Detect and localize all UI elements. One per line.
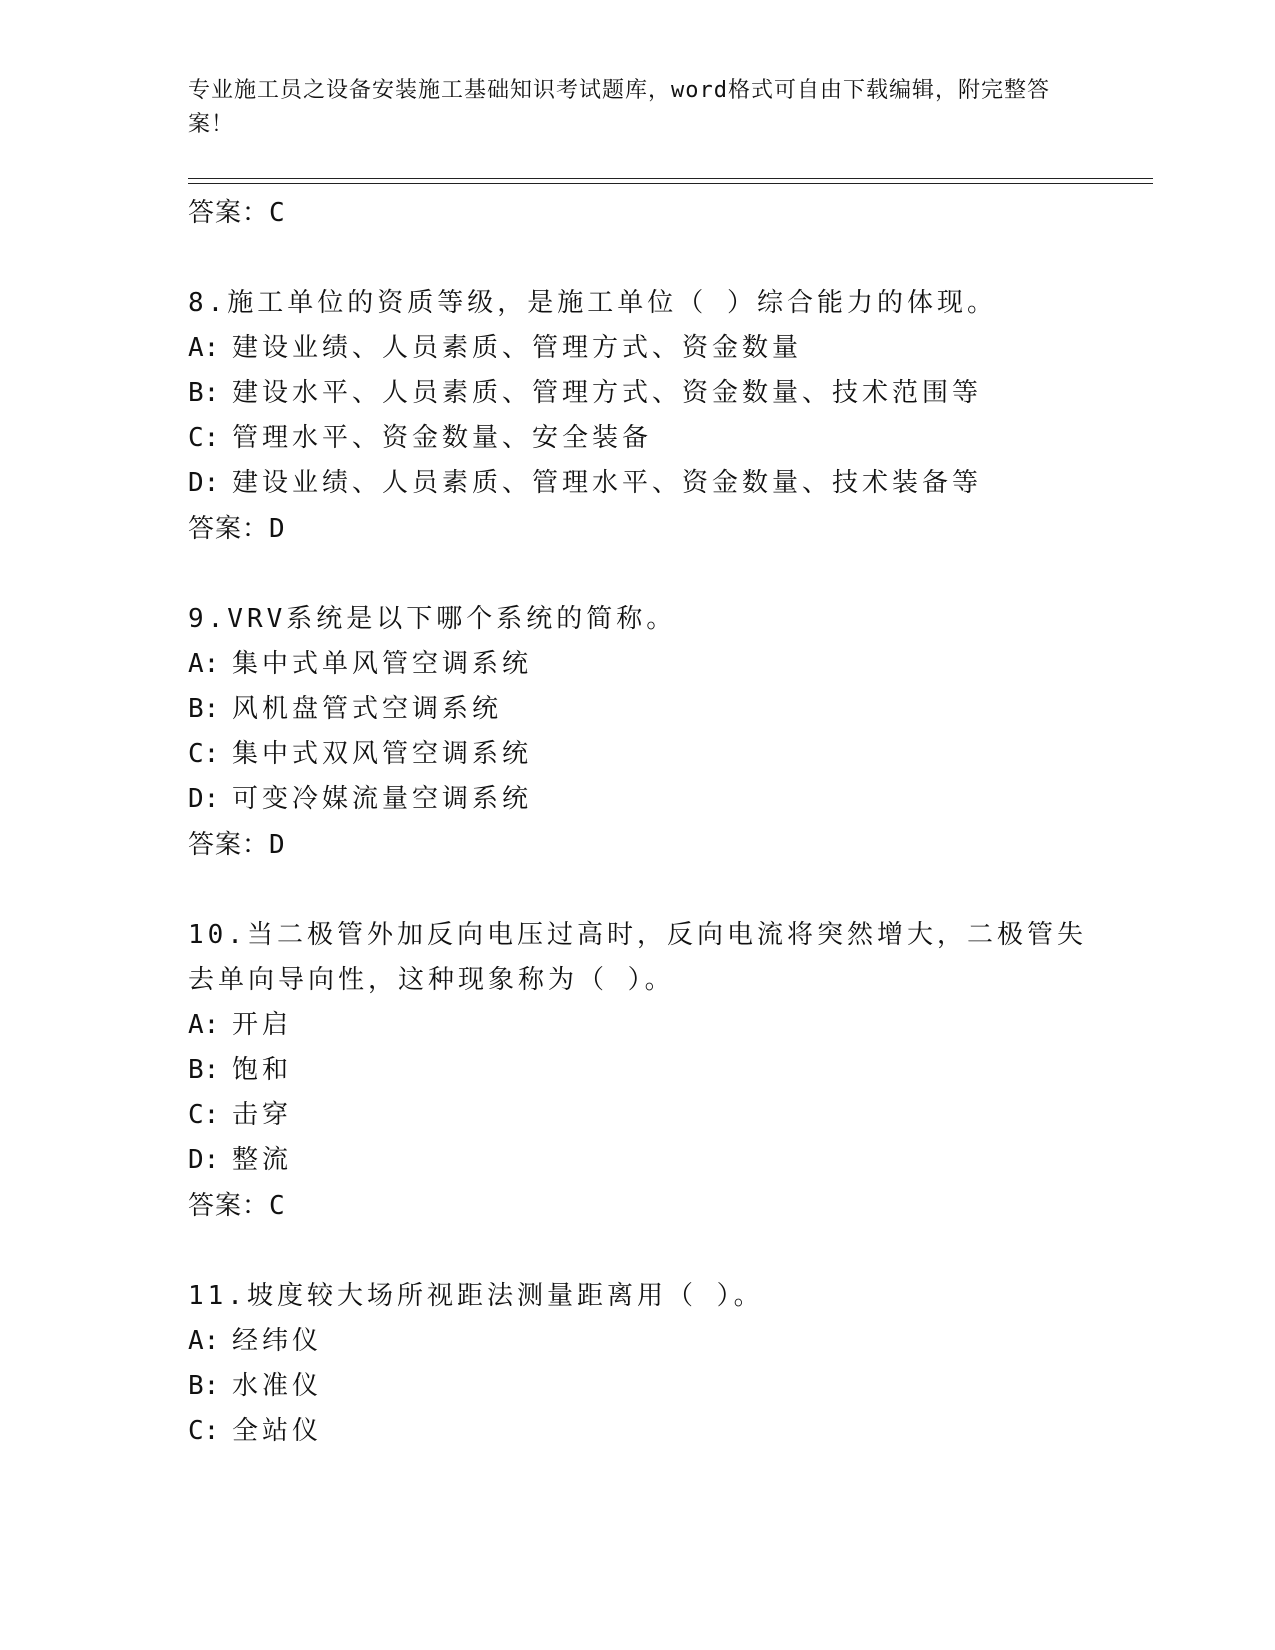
option-key: D: bbox=[188, 468, 220, 498]
answer-line: 答案：C bbox=[188, 1191, 286, 1221]
option-text: 建设业绩、人员素质、管理水平、资金数量、技术装备等 bbox=[232, 468, 983, 498]
document-header: 专业施工员之设备安装施工基础知识考试题库，word格式可自由下载编辑，附完整答案！ bbox=[188, 78, 1050, 137]
option-key: A: bbox=[188, 1010, 220, 1040]
question-block bbox=[188, 1274, 1088, 1454]
option-key: D: bbox=[188, 1145, 220, 1175]
answer-option bbox=[188, 642, 1088, 687]
option-text: 集中式双风管空调系统 bbox=[232, 739, 533, 769]
option-text: 集中式单风管空调系统 bbox=[232, 649, 533, 679]
header-divider-top bbox=[188, 178, 1153, 179]
option-key: A: bbox=[188, 649, 220, 679]
option-key: B: bbox=[188, 378, 220, 408]
answer-option bbox=[188, 1003, 1088, 1048]
option-key: B: bbox=[188, 1055, 220, 1085]
answer-option bbox=[188, 732, 1088, 777]
option-key: B: bbox=[188, 694, 220, 724]
option-text: 管理水平、资金数量、安全装备 bbox=[232, 423, 653, 453]
answer-option bbox=[188, 371, 1088, 416]
question-stem: 9.VRV系统是以下哪个系统的简称。 bbox=[188, 604, 677, 634]
option-key: C: bbox=[188, 739, 220, 769]
answer-option bbox=[188, 1319, 1088, 1364]
answer-option bbox=[188, 1364, 1088, 1409]
option-key: C: bbox=[188, 423, 220, 453]
option-text: 饱和 bbox=[232, 1055, 293, 1085]
option-key: A: bbox=[188, 333, 220, 363]
question-stem: 10.当二极管外加反向电压过高时，反向电流将突然增大，二极管失去单向导向性，这种现象称为（ ）。 bbox=[188, 920, 1087, 995]
option-text: 风机盘管式空调系统 bbox=[232, 694, 503, 724]
option-text: 开启 bbox=[232, 1010, 293, 1040]
option-text: 击穿 bbox=[232, 1100, 293, 1130]
answer-option bbox=[188, 416, 1088, 461]
answer-line: 答案：D bbox=[188, 514, 286, 544]
answer-line: 答案：C bbox=[188, 198, 286, 228]
option-key: A: bbox=[188, 1326, 220, 1356]
option-key: C: bbox=[188, 1416, 220, 1446]
option-text: 水准仪 bbox=[232, 1371, 323, 1401]
option-key: C: bbox=[188, 1100, 220, 1130]
option-text: 建设水平、人员素质、管理方式、资金数量、技术范围等 bbox=[232, 378, 983, 408]
answer-option bbox=[188, 1093, 1088, 1138]
answer-option bbox=[188, 1048, 1088, 1093]
option-text: 整流 bbox=[232, 1145, 293, 1175]
header-divider-bottom bbox=[188, 183, 1153, 184]
option-text: 建设业绩、人员素质、管理方式、资金数量 bbox=[232, 333, 803, 363]
answer-option bbox=[188, 461, 1088, 506]
answer-option bbox=[188, 687, 1088, 732]
option-text: 全站仪 bbox=[232, 1416, 323, 1446]
question-block bbox=[188, 913, 1088, 1229]
question-stem: 8.施工单位的资质等级，是施工单位（ ）综合能力的体现。 bbox=[188, 288, 997, 318]
option-key: D: bbox=[188, 784, 220, 814]
option-key: B: bbox=[188, 1371, 220, 1401]
question-list bbox=[188, 190, 1088, 1454]
answer-option bbox=[188, 326, 1088, 371]
option-text: 经纬仪 bbox=[232, 1326, 323, 1356]
answer-line: 答案：D bbox=[188, 830, 286, 860]
question-stem: 11.坡度较大场所视距法测量距离用（ ）。 bbox=[188, 1281, 764, 1311]
option-text: 可变冷媒流量空调系统 bbox=[232, 784, 533, 814]
answer-option bbox=[188, 777, 1088, 822]
question-block bbox=[188, 597, 1088, 868]
answer-option bbox=[188, 1138, 1088, 1183]
question-block bbox=[188, 281, 1088, 552]
answer-option bbox=[188, 1409, 1088, 1454]
